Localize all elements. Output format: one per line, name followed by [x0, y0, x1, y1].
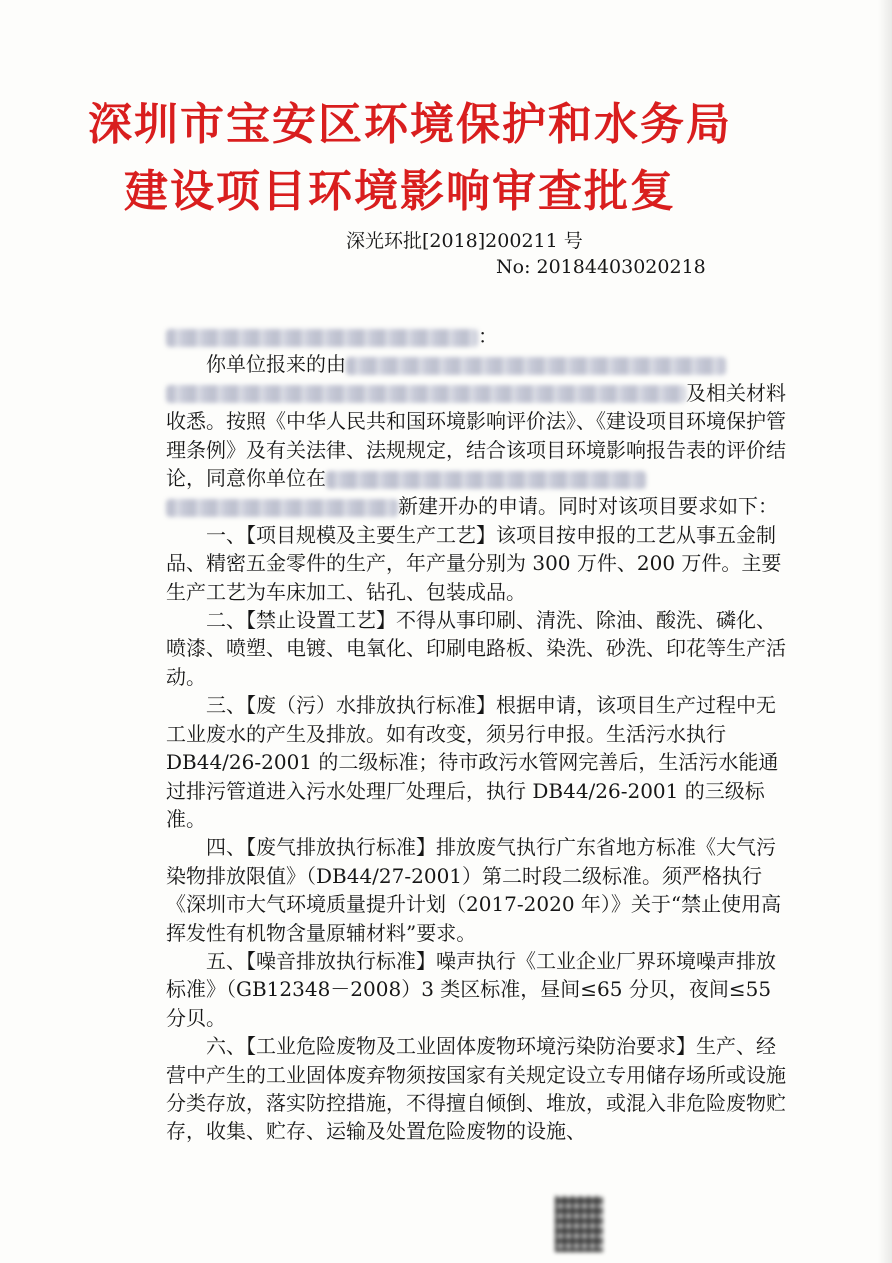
requirement-item-5: 五、【噪音排放执行标准】噪声执行《工业企业厂界环境噪声排放标准》（GB12348－2008）3 类区标准，昼间≤65 分贝，夜间≤55 分贝。 [166, 948, 776, 1030]
redacted-report-title-a [346, 357, 726, 375]
serial-number: No: 20184403020218 [496, 256, 706, 278]
document-title-line1: 深圳市宝安区环境保护和水务局 [88, 99, 732, 150]
redacted-address-b [166, 499, 398, 517]
requirement-item-2: 二、【禁止设置工艺】不得从事印刷、清洗、除油、酸洗、磷化、喷漆、喷塑、电镀、电氧化、印刷电路板、染洗、砂洗、印花等生产活动。 [166, 608, 786, 689]
intro-paragraph: 你单位报来的由及相关材料收悉。按照《中华人民共和国环境影响评价法》、《建设项目环境保护管理条例》及有关法律、法规规定，结合该项目环境影响报告表的评价结论，同意你单位在新建开办的申请。同时对该项目要求如下： [166, 352, 786, 519]
requirement-item-6: 六、【工业危险废物及工业固体废物环境污染防治要求】生产、经营中产生的工业固体废弃物须按国家有关规定设立专用储存场所或设施分类存放，落实防控措施，不得擅自倾倒、堆放，或混入非危险废物贮存，收集、贮存、运输及处置危险废物的设施、 [166, 1034, 786, 1144]
document-body [166, 322, 790, 1146]
requirement-item-3: 三、【废（污）水排放执行标准】根据申请，该项目生产过程中无工业废水的产生及排放。如有改变，须另行申报。生活污水执行 DB44/26-2001 的二级标准；待市政污水管网完善后，生活污水能通过排污管道进入污水处理厂处理后，执行 DB44/26-2001 的三级标准。 [166, 693, 779, 831]
redacted-report-title-b [166, 385, 686, 403]
redacted-address-a [326, 471, 646, 489]
addressee-line: ： [166, 322, 790, 350]
approval-doc-number: 深光环批[2018]200211 号 [346, 230, 583, 252]
requirement-item-1: 一、【项目规模及主要生产工艺】该项目按申报的工艺从事五金制品、精密五金零件的生产，年产量分别为 300 万件、200 万件。主要生产工艺为车床加工、钻孔、包装成品。 [166, 522, 782, 604]
qr-code-icon [555, 1196, 603, 1252]
redacted-company-name [166, 329, 478, 347]
requirement-item-4: 四、【废气排放执行标准】排放废气执行广东省地方标准《大气污染物排放限值》（DB44/27-2001）第二时段二级标准。须严格执行《深圳市大气环境质量提升计划（2017-2020 年）》关于“禁止使用高挥发性有机物含量原辅材料”要求。 [166, 835, 782, 945]
document-title-line2: 建设项目环境影响审查批复 [124, 166, 676, 217]
